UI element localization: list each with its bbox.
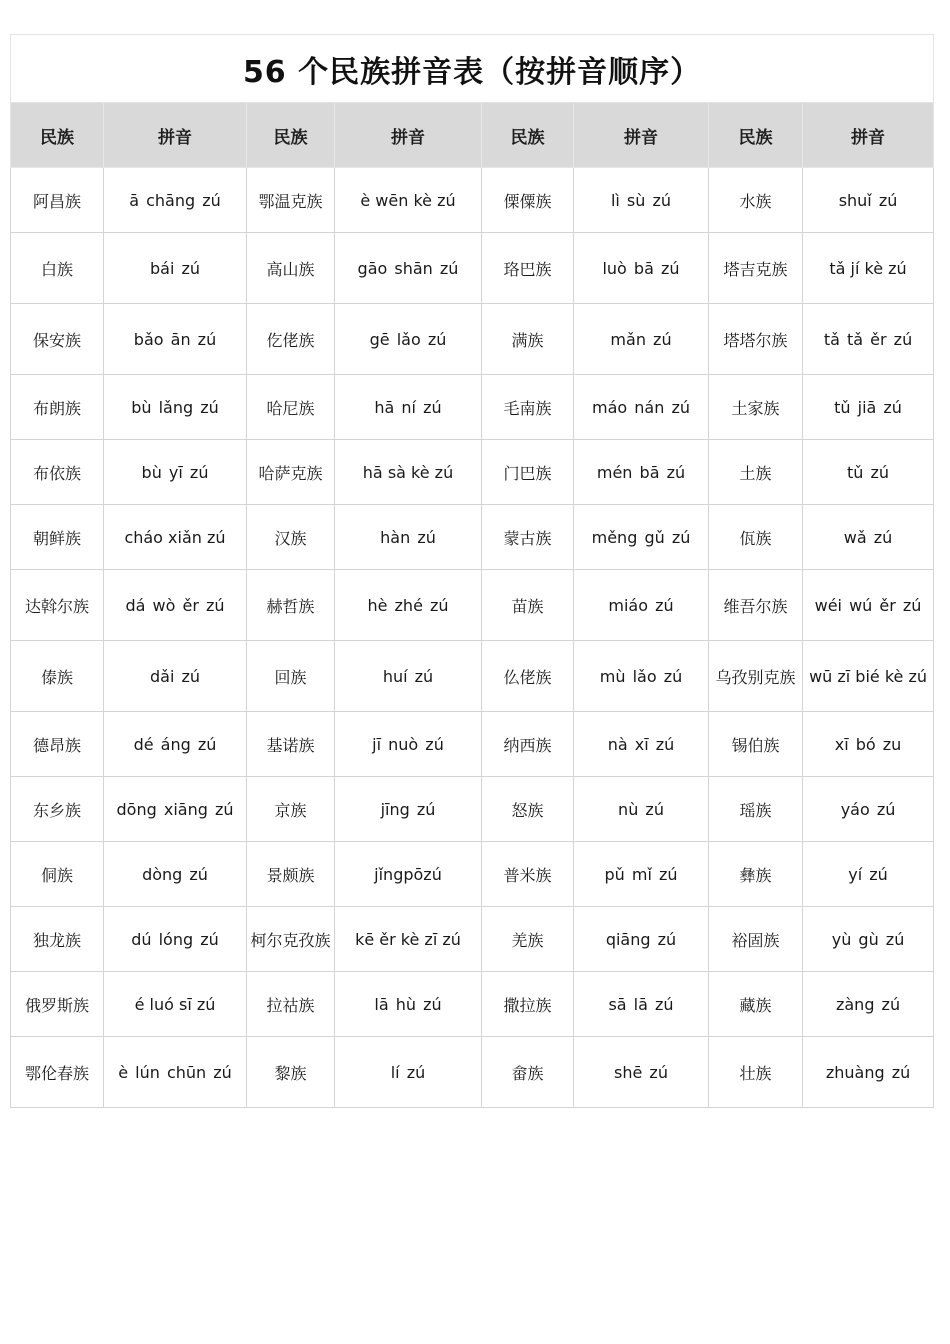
pinyin-cell: è lún chūn zú: [104, 1037, 247, 1108]
pinyin-cell: yáo zú: [803, 777, 934, 842]
ethnic-name-cell: 朝鲜族: [11, 505, 104, 570]
pinyin-cell: gē lǎo zú: [335, 304, 482, 375]
table-row: [11, 641, 934, 712]
ethnic-name-cell: 苗族: [482, 570, 574, 641]
pinyin-cell: hè zhé zú: [335, 570, 482, 641]
ethnic-name-cell: 仫佬族: [482, 641, 574, 712]
pinyin-cell: tǔ zú: [803, 440, 934, 505]
ethnic-name-cell: 鄂温克族: [247, 168, 335, 233]
table-row: [11, 440, 934, 505]
header-ethnic-2: 民族: [247, 103, 335, 168]
header-ethnic-1: 民族: [11, 103, 104, 168]
pinyin-cell: dǎi zú: [104, 641, 247, 712]
header-pinyin-2: 拼音: [335, 103, 482, 168]
pinyin-cell: gāo shān zú: [335, 233, 482, 304]
pinyin-cell: bǎo ān zú: [104, 304, 247, 375]
pinyin-cell: shuǐ zú: [803, 168, 934, 233]
pinyin-cell: lì sù zú: [574, 168, 709, 233]
table-row: [11, 972, 934, 1037]
pinyin-cell: bù lǎng zú: [104, 375, 247, 440]
ethnic-name-cell: 毛南族: [482, 375, 574, 440]
ethnic-name-cell: 高山族: [247, 233, 335, 304]
pinyin-cell: tǔ jiā zú: [803, 375, 934, 440]
ethnic-name-cell: 哈尼族: [247, 375, 335, 440]
header-ethnic-4: 民族: [709, 103, 803, 168]
pinyin-cell: nà xī zú: [574, 712, 709, 777]
ethnic-name-cell: 满族: [482, 304, 574, 375]
pinyin-cell: nù zú: [574, 777, 709, 842]
ethnic-name-cell: 独龙族: [11, 907, 104, 972]
ethnic-name-cell: 维吾尔族: [709, 570, 803, 641]
ethnic-name-cell: 侗族: [11, 842, 104, 907]
pinyin-cell: jīng zú: [335, 777, 482, 842]
ethnic-name-cell: 汉族: [247, 505, 335, 570]
header-row: [11, 103, 934, 168]
ethnic-name-cell: 塔吉克族: [709, 233, 803, 304]
ethnic-name-cell: 普米族: [482, 842, 574, 907]
ethnic-name-cell: 水族: [709, 168, 803, 233]
pinyin-cell: mǎn zú: [574, 304, 709, 375]
pinyin-cell: tǎ tǎ ěr zú: [803, 304, 934, 375]
pinyin-cell: bù yī zú: [104, 440, 247, 505]
pinyin-cell: tǎ jí kè zú: [803, 233, 934, 304]
ethnic-name-cell: 仡佬族: [247, 304, 335, 375]
ethnic-name-cell: 阿昌族: [11, 168, 104, 233]
table-row: [11, 777, 934, 842]
header-ethnic-3: 民族: [482, 103, 574, 168]
pinyin-cell: máo nán zú: [574, 375, 709, 440]
pinyin-cell: dá wò ěr zú: [104, 570, 247, 641]
ethnic-name-cell: 赫哲族: [247, 570, 335, 641]
pinyin-cell: dé áng zú: [104, 712, 247, 777]
ethnic-name-cell: 彝族: [709, 842, 803, 907]
ethnic-pinyin-table: [10, 34, 934, 1108]
ethnic-name-cell: 锡伯族: [709, 712, 803, 777]
pinyin-cell: hā sà kè zú: [335, 440, 482, 505]
ethnic-name-cell: 德昂族: [11, 712, 104, 777]
pinyin-cell: kē ěr kè zī zú: [335, 907, 482, 972]
table-row: [11, 570, 934, 641]
pinyin-cell: lí zú: [335, 1037, 482, 1108]
ethnic-name-cell: 京族: [247, 777, 335, 842]
pinyin-cell: dòng zú: [104, 842, 247, 907]
header-pinyin-1: 拼音: [104, 103, 247, 168]
pinyin-cell: wǎ zú: [803, 505, 934, 570]
ethnic-name-cell: 瑶族: [709, 777, 803, 842]
ethnic-name-cell: 珞巴族: [482, 233, 574, 304]
pinyin-cell: měng gǔ zú: [574, 505, 709, 570]
ethnic-name-cell: 俄罗斯族: [11, 972, 104, 1037]
pinyin-cell: jǐngpōzú: [335, 842, 482, 907]
pinyin-cell: qiāng zú: [574, 907, 709, 972]
pinyin-cell: pǔ mǐ zú: [574, 842, 709, 907]
ethnic-name-cell: 傣族: [11, 641, 104, 712]
ethnic-name-cell: 鄂伦春族: [11, 1037, 104, 1108]
ethnic-name-cell: 达斡尔族: [11, 570, 104, 641]
pinyin-cell: mù lǎo zú: [574, 641, 709, 712]
ethnic-name-cell: 景颇族: [247, 842, 335, 907]
ethnic-name-cell: 畲族: [482, 1037, 574, 1108]
pinyin-cell: shē zú: [574, 1037, 709, 1108]
pinyin-cell: cháo xiǎn zú: [104, 505, 247, 570]
ethnic-name-cell: 蒙古族: [482, 505, 574, 570]
ethnic-name-cell: 东乡族: [11, 777, 104, 842]
header-pinyin-3: 拼音: [574, 103, 709, 168]
ethnic-name-cell: 柯尔克孜族: [247, 907, 335, 972]
ethnic-name-cell: 哈萨克族: [247, 440, 335, 505]
pinyin-cell: wū zī bié kè zú: [803, 641, 934, 712]
ethnic-name-cell: 壮族: [709, 1037, 803, 1108]
ethnic-name-cell: 拉祜族: [247, 972, 335, 1037]
ethnic-name-cell: 回族: [247, 641, 335, 712]
ethnic-name-cell: 藏族: [709, 972, 803, 1037]
pinyin-cell: yí zú: [803, 842, 934, 907]
ethnic-name-cell: 黎族: [247, 1037, 335, 1108]
pinyin-cell: é luó sī zú: [104, 972, 247, 1037]
ethnic-name-cell: 布朗族: [11, 375, 104, 440]
page-title: 56 个民族拼音表（按拼音顺序）: [11, 35, 934, 103]
pinyin-cell: xī bó zu: [803, 712, 934, 777]
pinyin-cell: dú lóng zú: [104, 907, 247, 972]
ethnic-name-cell: 基诺族: [247, 712, 335, 777]
table-row: [11, 233, 934, 304]
table-row: [11, 907, 934, 972]
pinyin-cell: wéi wú ěr zú: [803, 570, 934, 641]
pinyin-cell: hā ní zú: [335, 375, 482, 440]
header-pinyin-4: 拼音: [803, 103, 934, 168]
table-row: [11, 712, 934, 777]
ethnic-name-cell: 塔塔尔族: [709, 304, 803, 375]
pinyin-cell: yù gù zú: [803, 907, 934, 972]
table-body: [11, 168, 934, 1108]
table-row: [11, 1037, 934, 1108]
pinyin-cell: bái zú: [104, 233, 247, 304]
table-row: [11, 375, 934, 440]
table-row: [11, 304, 934, 375]
pinyin-cell: sā lā zú: [574, 972, 709, 1037]
pinyin-cell: dōng xiāng zú: [104, 777, 247, 842]
ethnic-name-cell: 裕固族: [709, 907, 803, 972]
pinyin-cell: zàng zú: [803, 972, 934, 1037]
pinyin-cell: huí zú: [335, 641, 482, 712]
pinyin-cell: jī nuò zú: [335, 712, 482, 777]
ethnic-name-cell: 羌族: [482, 907, 574, 972]
ethnic-name-cell: 门巴族: [482, 440, 574, 505]
ethnic-name-cell: 保安族: [11, 304, 104, 375]
ethnic-name-cell: 布依族: [11, 440, 104, 505]
ethnic-name-cell: 土家族: [709, 375, 803, 440]
ethnic-name-cell: 白族: [11, 233, 104, 304]
table-row: [11, 505, 934, 570]
pinyin-cell: miáo zú: [574, 570, 709, 641]
pinyin-cell: mén bā zú: [574, 440, 709, 505]
pinyin-cell: luò bā zú: [574, 233, 709, 304]
ethnic-name-cell: 怒族: [482, 777, 574, 842]
ethnic-name-cell: 佤族: [709, 505, 803, 570]
pinyin-cell: ā chāng zú: [104, 168, 247, 233]
table-row: [11, 842, 934, 907]
ethnic-name-cell: 土族: [709, 440, 803, 505]
ethnic-name-cell: 傈僳族: [482, 168, 574, 233]
pinyin-cell: zhuàng zú: [803, 1037, 934, 1108]
pinyin-cell: lā hù zú: [335, 972, 482, 1037]
ethnic-name-cell: 乌孜别克族: [709, 641, 803, 712]
pinyin-cell: è wēn kè zú: [335, 168, 482, 233]
ethnic-name-cell: 纳西族: [482, 712, 574, 777]
ethnic-name-cell: 撒拉族: [482, 972, 574, 1037]
table-row: [11, 168, 934, 233]
pinyin-cell: hàn zú: [335, 505, 482, 570]
